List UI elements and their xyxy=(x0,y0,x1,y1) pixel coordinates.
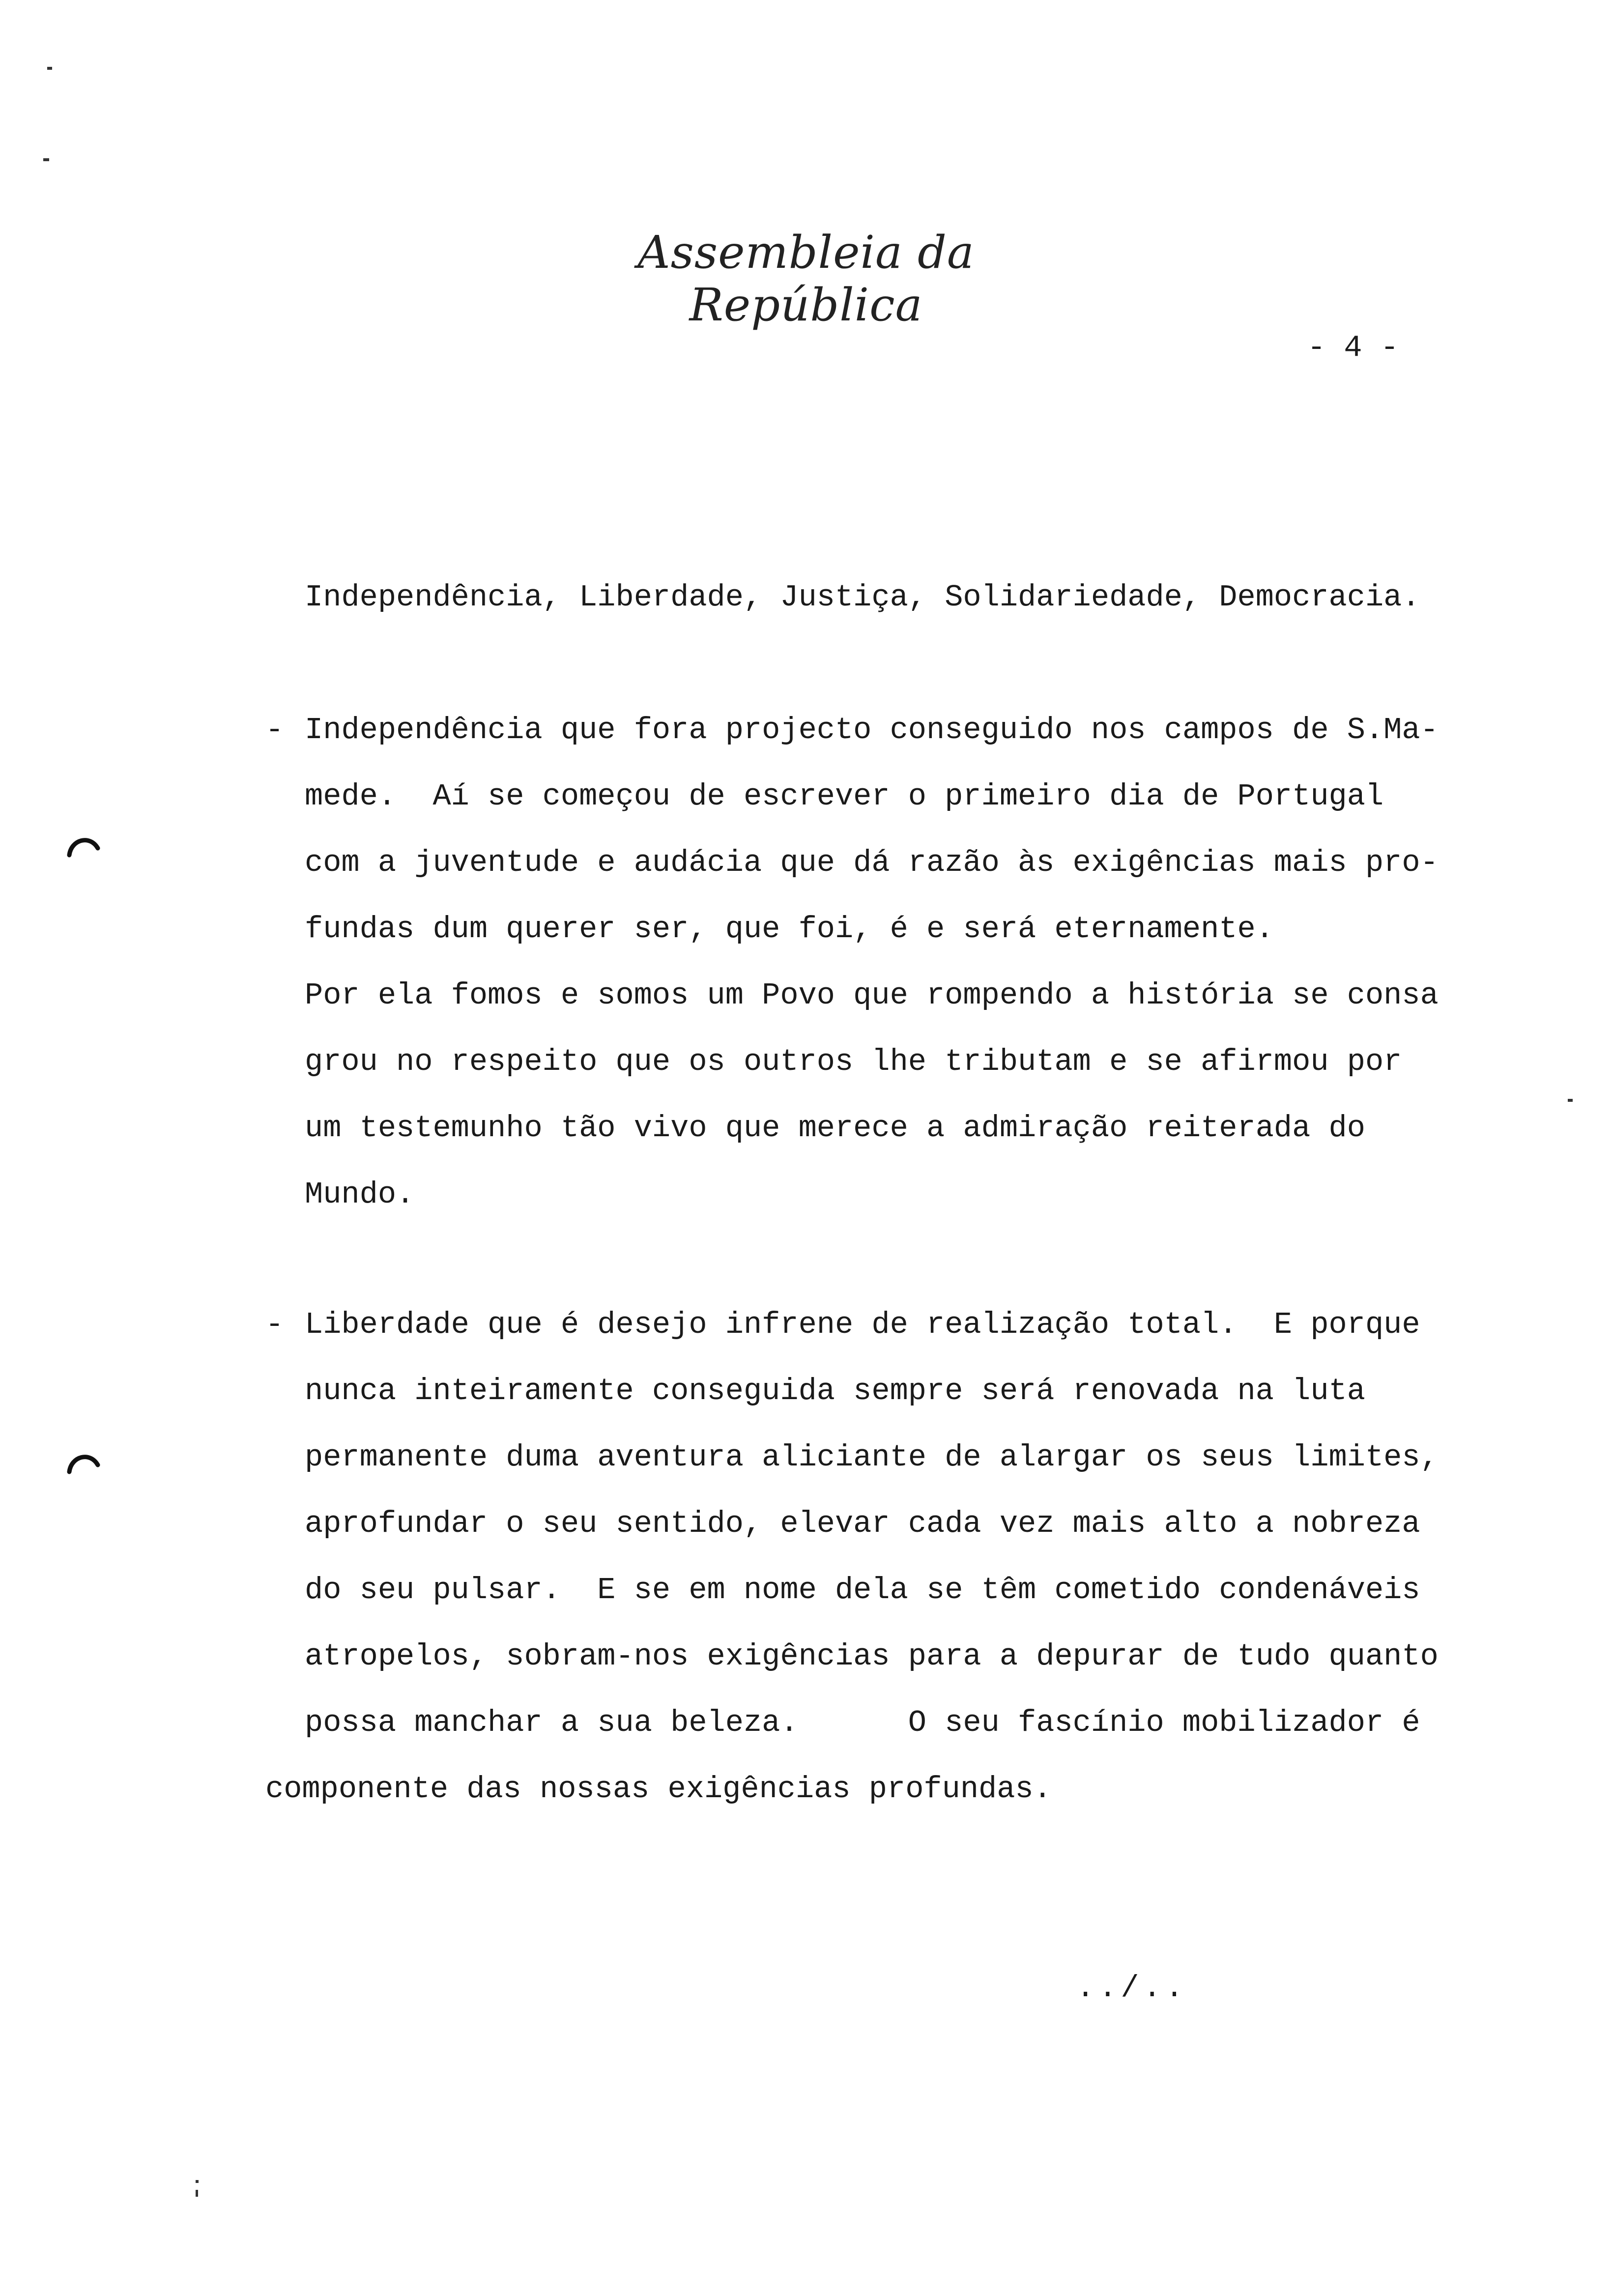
scan-speck xyxy=(196,2180,199,2183)
paragraph-line: componente das nossas exigências profundas. xyxy=(265,1772,1052,1807)
scan-speck xyxy=(47,67,52,70)
letterhead-title: Assembleia da República xyxy=(637,226,975,331)
paragraph-line: Liberdade que é desejo infrene de realização total. E porque xyxy=(305,1307,1420,1342)
section-marker: - xyxy=(265,1307,284,1342)
paragraph-line: do seu pulsar. E se em nome dela se têm cometido condenáveis xyxy=(305,1573,1420,1607)
scan-speck xyxy=(1568,1099,1573,1102)
scan-speck xyxy=(43,158,49,161)
paragraph-line: Independência que fora projecto conseguido nos campos de S.Ma- xyxy=(305,713,1439,747)
paragraph-line: nunca inteiramente conseguida sempre será renovada na luta xyxy=(305,1374,1365,1408)
paragraph-line: mede. Aí se começou de escrever o primeiro dia de Portugal xyxy=(305,779,1384,814)
scan-speck xyxy=(196,2190,198,2197)
paragraph-line: permanente duma aventura aliciante de alargar os seus limites, xyxy=(305,1440,1439,1475)
page-number: - 4 - xyxy=(1307,330,1399,365)
paragraph-line: possa manchar a sua beleza. O seu fascínio mobilizador é xyxy=(305,1705,1420,1740)
paragraph-line: aprofundar o seu sentido, elevar cada vez mais alto a nobreza xyxy=(305,1506,1420,1541)
paragraph-line: Mundo. xyxy=(305,1177,415,1212)
title-line: Independência, Liberdade, Justiça, Solidariedade, Democracia. xyxy=(305,580,1420,615)
paragraph-line: atropelos, sobram-nos exigências para a depurar de tudo quanto xyxy=(305,1639,1439,1674)
punch-hole-mark xyxy=(66,831,101,860)
paragraph-line: fundas dum querer ser, que foi, é e será eternamente. xyxy=(305,912,1274,947)
section-marker: - xyxy=(265,713,284,747)
punch-hole-mark xyxy=(66,1447,101,1477)
paragraph-line: grou no respeito que os outros lhe tributam e se afirmou por xyxy=(305,1044,1402,1079)
paragraph-line: Por ela fomos e somos um Povo que rompendo a história se consa xyxy=(305,978,1439,1013)
paragraph-line: um testemunho tão vivo que merece a admiração reiterada do xyxy=(305,1111,1365,1146)
paragraph-line: com a juventude e audácia que dá razão às exigências mais pro- xyxy=(305,845,1439,880)
continuation-marker: ../.. xyxy=(1076,1971,1188,2006)
